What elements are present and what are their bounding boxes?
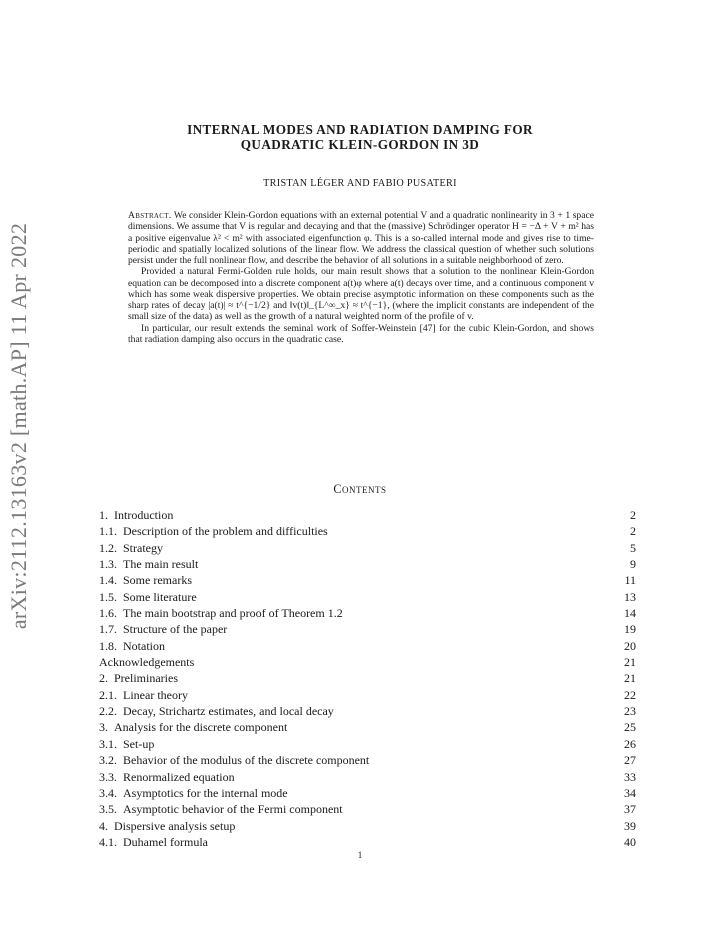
abstract-paragraph-1-text: We consider Klein-Gordon equations with an external potential V and a quadratic nonlinearity in 3 + 1 space dimensions. We assume that V is regular and decaying and that the (massive) Schrödinger operator H = −Δ + V + m² has a positive eigenvalue λ² < m² with associated eigenfunction φ. This is a so-called internal mode and gives rise to time-periodic and spatially localized solutions of the linear flow. We address the classical question of whether such solutions persist under the full nonlinear flow, and describe the behavior of all solutions in a suitable neighborhood of zero. (128, 210, 594, 266)
toc-entry-title: Analysis for the discrete component (114, 720, 288, 735)
toc-entry-title: Asymptotics for the internal mode (123, 785, 288, 800)
toc-entry-page: 40 (624, 834, 636, 849)
toc-entry-label (99, 719, 287, 735)
toc-entry-label (99, 687, 188, 703)
arxiv-identifier-stamp: arXiv:2112.13163v2 [math.AP] 11 Apr 2022 (6, 222, 31, 630)
toc-entry-title: Strategy (123, 540, 163, 555)
toc-entry-number: 3.5. (99, 802, 117, 817)
toc-entry[interactable] (99, 719, 636, 735)
authors: TRISTAN LÉGER AND FABIO PUSATERI (263, 178, 457, 189)
toc-entry[interactable] (99, 507, 636, 523)
toc-entry-title: Dispersive analysis setup (114, 818, 236, 833)
toc-entry-number: 3.3. (99, 769, 117, 784)
abstract-label: Abstract. (128, 210, 172, 221)
toc-entry-label (99, 752, 369, 768)
toc-entry-title: Duhamel formula (123, 834, 208, 849)
toc-entry-number: 1.1. (99, 524, 117, 539)
toc-entry-title: Introduction (114, 508, 174, 522)
toc-entry-page: 26 (624, 736, 636, 751)
toc-entry-title: Set-up (123, 736, 155, 751)
toc-entry-number: 1.4. (99, 573, 117, 588)
toc-entry[interactable] (99, 785, 636, 801)
toc-entry-page: 33 (624, 769, 636, 784)
toc-entry-page: 37 (624, 802, 636, 817)
toc-entry-label (99, 638, 165, 654)
toc-entry-page: 14 (624, 606, 636, 621)
toc-entry-number: 1.5. (99, 589, 117, 604)
toc-entry-number: 3.1. (99, 736, 117, 751)
toc-entry-label (99, 703, 334, 719)
toc-entry-label (99, 572, 192, 588)
toc-entry-page: 27 (624, 753, 636, 768)
table-of-contents (99, 507, 636, 850)
toc-entry-number: 1.6. (99, 606, 117, 621)
toc-entry-page: 11 (624, 573, 636, 588)
toc-entry-number: 4.1. (99, 834, 117, 849)
title-line-2: QUADRATIC KLEIN-GORDON IN 3D (240, 137, 480, 152)
toc-entry-number: 2. (99, 671, 108, 686)
toc-entry-page: 20 (624, 638, 636, 653)
toc-entry-number: 3.2. (99, 753, 117, 768)
toc-entry[interactable] (99, 801, 636, 817)
toc-entry[interactable] (99, 621, 636, 637)
toc-entry[interactable] (99, 769, 636, 785)
toc-entry-label (99, 834, 208, 850)
toc-entry-title: Some literature (123, 589, 197, 604)
toc-entry[interactable] (99, 540, 636, 556)
toc-entry-page: 21 (624, 671, 636, 686)
toc-entry[interactable] (99, 572, 636, 588)
toc-entry[interactable] (99, 654, 636, 670)
toc-entry-page: 21 (624, 655, 636, 670)
toc-entry[interactable] (99, 523, 636, 539)
toc-entry[interactable] (99, 818, 636, 834)
toc-entry-page: 39 (624, 818, 636, 833)
toc-entry-page: 2 (630, 508, 636, 522)
toc-entry-page: 22 (624, 687, 636, 702)
toc-entry-page: 19 (624, 622, 636, 637)
toc-entry-title: Some remarks (123, 573, 192, 588)
toc-entry-title: The main bootstrap and proof of Theorem 1.2 (123, 606, 343, 621)
toc-entry-title: The main result (123, 557, 199, 572)
toc-entry-page: 25 (624, 720, 636, 735)
toc-entry-label (99, 654, 194, 670)
toc-entry[interactable] (99, 589, 636, 605)
toc-entry-title: Linear theory (123, 687, 188, 702)
toc-entry-label (99, 507, 173, 523)
toc-entry-label (99, 589, 197, 605)
toc-entry[interactable] (99, 752, 636, 768)
toc-entry-page: 34 (624, 785, 636, 800)
toc-entry-label (99, 556, 198, 572)
toc-entry[interactable] (99, 605, 636, 621)
title-line-1: INTERNAL MODES AND RADIATION DAMPING FOR (187, 122, 533, 137)
toc-entry-label (99, 769, 235, 785)
abstract (128, 210, 594, 345)
toc-entry-number: 4. (99, 818, 108, 833)
toc-entry-number: 2.1. (99, 687, 117, 702)
toc-entry-label (99, 621, 227, 637)
toc-entry-title: Behavior of the modulus of the discrete component (123, 753, 370, 768)
toc-entry-page: 9 (630, 557, 636, 572)
toc-entry-label (99, 736, 154, 752)
toc-entry[interactable] (99, 834, 636, 850)
toc-entry-page: 13 (624, 589, 636, 604)
toc-entry-label (99, 523, 328, 539)
toc-entry-number: 1. (99, 508, 108, 522)
toc-entry-number: 2.2. (99, 704, 117, 719)
toc-entry-title: Renormalized equation (123, 769, 235, 784)
paper-title (120, 122, 600, 152)
page-number: 1 (357, 850, 363, 860)
toc-entry-label (99, 801, 343, 817)
toc-entry-number: 1.2. (99, 540, 117, 555)
toc-entry[interactable] (99, 703, 636, 719)
abstract-paragraph-2: Provided a natural Fermi-Golden rule holds, our main result shows that a solution to the nonlinear Klein-Gordon equation can be decomposed into a discrete component a(t)φ where a(t) decays over time, and a continuous component v which has some weak dispersive properties. We obtain precise asymptotic information on these components such as the sharp rates of decay |a(t)| ≈ t^{−1/2} and ‖v(t)‖_{L^∞_x} ≈ t^{−1}, (where the implicit constants are independent of the small size of the data) as well as the growth of a natural weighted norm of the profile of v. (128, 266, 594, 323)
toc-entry-page: 2 (630, 524, 636, 539)
toc-entry-number: 1.7. (99, 622, 117, 637)
toc-entry-label (99, 605, 343, 621)
toc-entry-title: Decay, Strichartz estimates, and local decay (123, 704, 334, 719)
toc-entry-title: Description of the problem and difficulties (123, 524, 328, 539)
toc-entry-label (99, 785, 288, 801)
toc-entry-label (99, 670, 178, 686)
toc-entry-page: 5 (630, 540, 636, 555)
toc-entry-label (99, 818, 235, 834)
toc-entry-title: Structure of the paper (123, 622, 228, 637)
toc-entry-label (99, 540, 163, 556)
toc-entry-number: 3. (99, 720, 108, 735)
toc-entry[interactable] (99, 736, 636, 752)
toc-entry[interactable] (99, 687, 636, 703)
toc-entry[interactable] (99, 638, 636, 654)
toc-entry-number: 1.8. (99, 638, 117, 653)
toc-entry-title: Asymptotic behavior of the Fermi component (123, 802, 343, 817)
contents-heading: Contents (333, 482, 387, 496)
toc-entry-number: 3.4. (99, 785, 117, 800)
toc-entry-title: Acknowledgements (99, 655, 195, 670)
abstract-paragraph-1 (128, 210, 594, 266)
toc-entry-page: 23 (624, 704, 636, 719)
toc-entry-title: Preliminaries (114, 671, 178, 686)
toc-entry[interactable] (99, 556, 636, 572)
toc-entry-title: Notation (123, 638, 165, 653)
toc-entry[interactable] (99, 670, 636, 686)
toc-entry-number: 1.3. (99, 557, 117, 572)
abstract-paragraph-3: In particular, our result extends the seminal work of Soffer-Weinstein [47] for the cubic Klein-Gordon, and shows that radiation damping also occurs in the quadratic case. (128, 322, 594, 345)
